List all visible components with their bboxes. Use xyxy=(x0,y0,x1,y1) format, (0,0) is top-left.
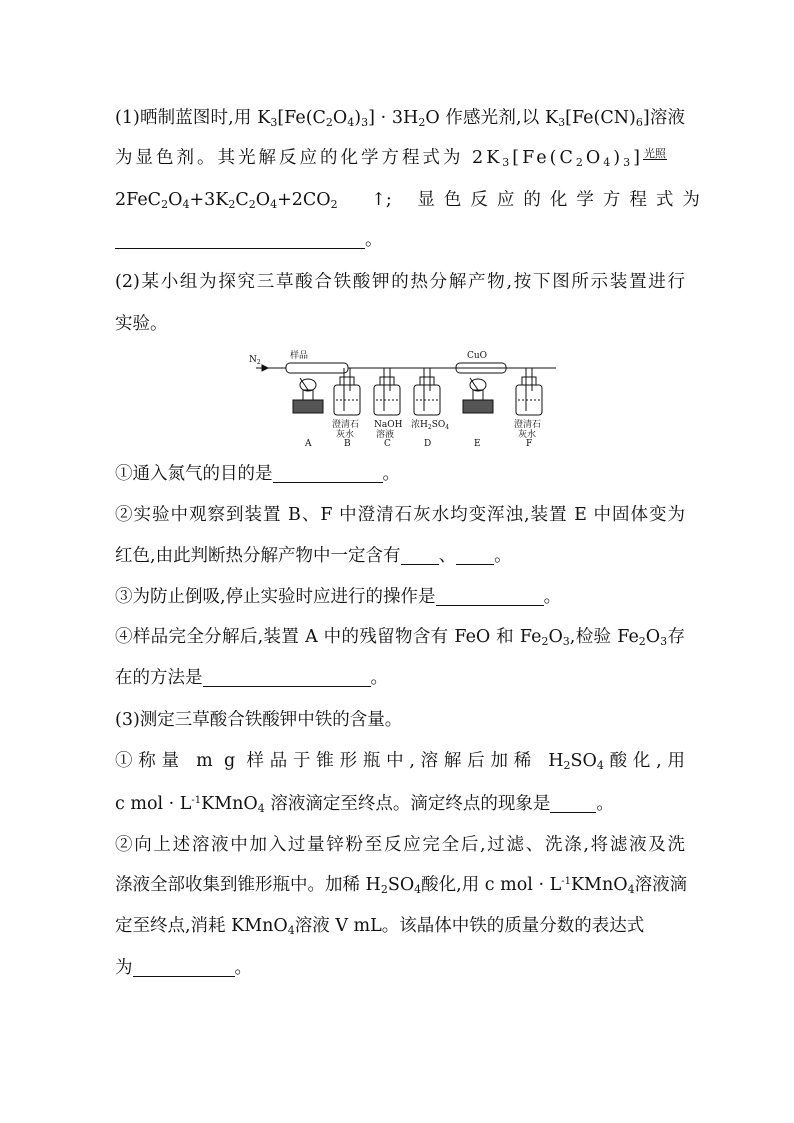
q3-s1-line-2: c mol · $L^{-1}KMnO_4$ 溶液滴定至终点。滴定终点的现象是 。 xyxy=(115,794,614,815)
q1-line-3: $2FeC_2O_4+3K_2C_2O_4+2CO_2$ ↑; 显色反应的化学方程式为 xyxy=(115,190,709,211)
q2-line-2: 实验。 xyxy=(115,314,168,334)
answer-blank-q3-2[interactable] xyxy=(133,958,235,977)
answer-blank-q2-2b[interactable] xyxy=(456,546,494,565)
q1-line-4: 。 xyxy=(115,228,685,252)
q3-s1-line-1: ①称量 m g 样品于锥形瓶中,溶解后加稀 $H_2SO_4$酸化,用 xyxy=(115,751,685,772)
q3-s2-line-4: 为 。 xyxy=(115,958,252,978)
q2-line-1: (2)某小组为探究三草酸合铁酸钾的热分解产物,按下图所示装置进行 xyxy=(115,272,685,292)
letter-e: E xyxy=(474,439,481,449)
q2-s4-line-1: ④样品完全分解后,装置 A 中的残留物含有 FeO 和 $Fe_2O_3$,检验 $Fe_2O_3$存 xyxy=(115,627,685,648)
q3-s2-line-1: ②向上述溶液中加入过量锌粉至反应完全后,过滤、洗涤,将滤液及洗 xyxy=(115,835,685,855)
q3-s2-line-3: 定至终点,消耗 KMnO$_4$溶液 V mL。该晶体中铁的质量分数的表达式 xyxy=(115,916,645,937)
label-b-2: 灰水 xyxy=(336,430,355,440)
answer-blank-q2-4[interactable] xyxy=(203,668,371,687)
q1-line-2: 为显色剂。其光解反应的化学方程式为 $2K_3[Fe(C_2O_4)_3]$光照 xyxy=(115,147,666,169)
label-d: 浓$H_2SO_4$ xyxy=(411,420,450,431)
label-c-2: 溶液 xyxy=(376,430,395,440)
letter-a: A xyxy=(305,439,312,449)
letter-b: B xyxy=(344,439,351,449)
q2-s4-line-2: 在的方法是 。 xyxy=(115,668,388,688)
letter-d: D xyxy=(424,439,432,449)
label-c-1: NaOH xyxy=(374,420,403,430)
reaction-condition: 光照 xyxy=(643,147,666,160)
q3-line-1: (3)测定三草酸合铁酸钾中铁的含量。 xyxy=(115,710,403,730)
letter-f: F xyxy=(526,439,533,449)
answer-blank-q3-1[interactable] xyxy=(550,794,596,813)
q3-s2-line-2: 涤液全部收集到锥形瓶中。加稀 $H_2SO_4$酸化,用 c mol · $L^{-1}KMnO_4$溶液滴 xyxy=(115,875,688,896)
apparatus-diagram xyxy=(248,345,558,460)
answer-blank-q1[interactable] xyxy=(115,230,365,249)
label-f-2: 灰水 xyxy=(518,430,537,440)
answer-blank-q2-1[interactable] xyxy=(273,464,383,483)
label-f-1: 澄清石 xyxy=(514,420,542,430)
label-b-1: 澄清石 xyxy=(332,420,360,430)
letter-c: C xyxy=(384,439,391,449)
n2-label: $N_2$ xyxy=(249,355,261,366)
cuo-label: CuO xyxy=(467,351,488,361)
q2-s2-line-1: ②实验中观察到装置 B、F 中澄清石灰水均变浑浊,装置 E 中固体变为 xyxy=(115,505,685,525)
q2-s1: ①通入氮气的目的是 。 xyxy=(115,464,400,484)
q2-s3: ③为防止倒吸,停止实验时应进行的操作是 。 xyxy=(115,587,562,607)
answer-blank-q2-3[interactable] xyxy=(436,587,544,606)
sample-label: 样品 xyxy=(290,351,309,361)
q2-s2-line-2: 红色,由此判断热分解产物中一定含有 、 。 xyxy=(115,546,512,566)
q1-line-1: (1)晒制蓝图时,用 $K_3[Fe(C_2O_4)_3] \cdot 3H_2O$ 作感光剂,以 $K_3[Fe(CN)_6]$溶液 xyxy=(115,108,685,129)
answer-blank-q2-2a[interactable] xyxy=(401,546,439,565)
